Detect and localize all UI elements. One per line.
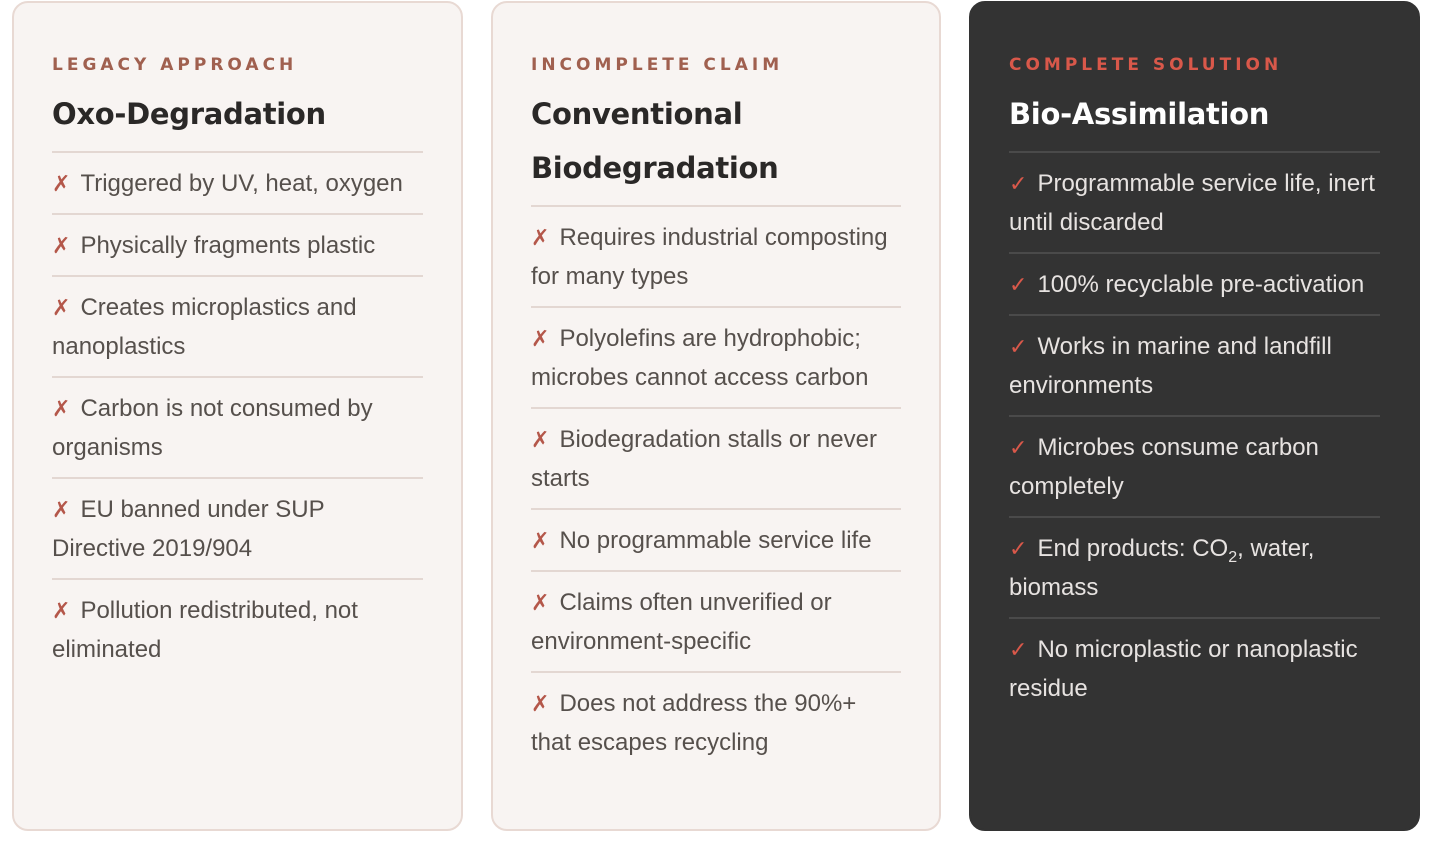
cross-icon: ✗: [531, 590, 550, 615]
card-list: [531, 207, 901, 772]
list-item-text: Polyolefins are hydrophobic; microbes cannot access carbon: [531, 325, 869, 391]
cross-icon: ✗: [531, 691, 550, 716]
card-conventional-biodegradation: [491, 1, 941, 831]
list-item: [531, 510, 901, 572]
list-item: [52, 215, 423, 277]
list-item: [531, 673, 901, 772]
check-icon: ✓: [1009, 171, 1028, 196]
cross-icon: ✗: [531, 528, 550, 553]
list-item-text: No programmable service life: [559, 527, 872, 554]
list-item: [52, 479, 423, 580]
cross-icon: ✗: [531, 225, 550, 250]
list-item-text: EU banned under SUP Directive 2019/904: [52, 496, 325, 562]
list-item-text: [1009, 535, 1314, 601]
check-icon: ✓: [1009, 334, 1028, 359]
cross-icon: ✗: [52, 233, 71, 258]
cross-icon: ✗: [52, 497, 71, 522]
list-item: [531, 409, 901, 510]
card-eyebrow: LEGACY APPROACH: [52, 55, 298, 75]
list-item-text: Creates microplastics and nanoplastics: [52, 294, 357, 360]
list-item: [1009, 254, 1380, 316]
card-list: [1009, 153, 1380, 718]
list-item-text: Biodegradation stalls or never starts: [531, 426, 877, 492]
list-item: [52, 153, 423, 215]
list-item-text-part: End products: CO: [1037, 535, 1229, 562]
list-item: [531, 308, 901, 409]
list-item: [1009, 153, 1380, 254]
subscript-two: 2: [1228, 548, 1238, 566]
list-item: [52, 378, 423, 479]
list-item: [1009, 619, 1380, 718]
list-item: [1009, 316, 1380, 417]
list-item: [52, 277, 423, 378]
list-item-text: Pollution redistributed, not eliminated: [52, 597, 358, 663]
list-item-text-part: , water, biomass: [1009, 535, 1315, 601]
cross-icon: ✗: [52, 598, 71, 623]
list-item-text: Carbon is not consumed by organisms: [52, 395, 373, 461]
cross-icon: ✗: [52, 396, 71, 421]
list-item: [1009, 518, 1380, 619]
list-item-text: Does not address the 90%+ that escapes recycling: [531, 690, 857, 756]
check-icon: ✓: [1009, 435, 1028, 460]
list-item: [52, 580, 423, 679]
list-item-text: Requires industrial composting for many types: [531, 224, 888, 290]
check-icon: ✓: [1009, 272, 1028, 297]
list-item-text: Programmable service life, inert until discarded: [1009, 170, 1375, 236]
cross-icon: ✗: [52, 171, 71, 196]
list-item: [531, 572, 901, 673]
list-item-text: Triggered by UV, heat, oxygen: [80, 170, 403, 197]
list-item-text: 100% recyclable pre-activation: [1037, 271, 1365, 298]
card-eyebrow: INCOMPLETE CLAIM: [531, 55, 784, 75]
card-list: [52, 153, 423, 679]
list-item-text: Physically fragments plastic: [80, 232, 376, 259]
cross-icon: ✗: [52, 295, 71, 320]
card-title: Oxo-Degradation: [52, 87, 423, 153]
card-oxo-degradation: [12, 1, 463, 831]
cross-icon: ✗: [531, 326, 550, 351]
card-eyebrow: COMPLETE SOLUTION: [1009, 55, 1283, 75]
list-item-text: Works in marine and landfill environments: [1009, 333, 1332, 399]
check-icon: ✓: [1009, 536, 1028, 561]
card-bio-assimilation: [969, 1, 1420, 831]
card-title: Conventional Biodegradation: [531, 87, 901, 207]
list-item-text: Claims often unverified or environment-specific: [531, 589, 832, 655]
list-item: [1009, 417, 1380, 518]
cross-icon: ✗: [531, 427, 550, 452]
check-icon: ✓: [1009, 637, 1028, 662]
list-item: [531, 207, 901, 308]
list-item-text: No microplastic or nanoplastic residue: [1009, 636, 1358, 702]
card-title: Bio-Assimilation: [1009, 87, 1380, 153]
list-item-text: Microbes consume carbon completely: [1009, 434, 1319, 500]
